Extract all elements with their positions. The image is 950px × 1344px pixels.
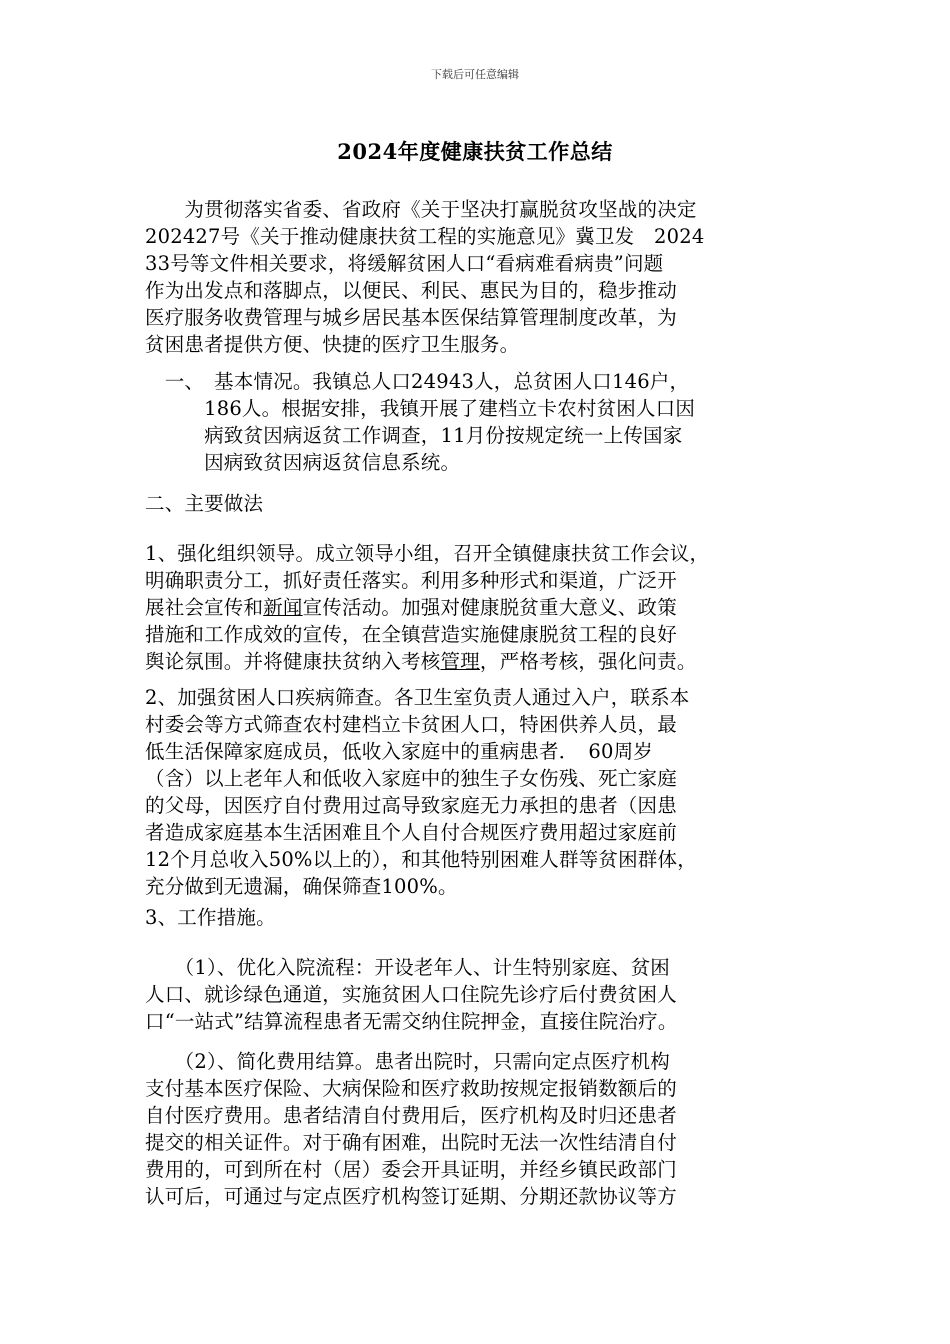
text-line: 医疗服务收费管理与城乡居民基本医保结算管理制度改革，为	[145, 306, 677, 329]
text-line: 的父母，因医疗自付费用过高导致家庭无力承担的患者（因患	[145, 794, 677, 817]
text-line: 12个月总收入50%以上的），和其他特别困难人群等贫困群体，	[145, 848, 697, 871]
text-line: 一、 基本情况。我镇总人口24943人，总贫困人口146户，	[145, 370, 690, 393]
text-line: 口“一站式”结算流程患者无需交纳住院押金，直接住院治疗。	[145, 1010, 678, 1033]
subsection-heading: 3、工作措施。	[145, 906, 276, 929]
measure-simplify-settlement	[145, 1048, 820, 1210]
text-line: 1、强化组织领导。成立领导小组，召开全镇健康扶贫工作会议，	[145, 542, 710, 565]
text-line: （1）、优化入院流程：开设老年人、计生特别家庭、贫困	[145, 956, 671, 979]
text-line: 低生活保障家庭成员，低收入家庭中的重病患者． 60周岁	[145, 740, 653, 763]
text-line: 为贯彻落实省委、省政府《关于坚决打赢脱贫攻坚战的决定	[145, 198, 697, 221]
text-line: （2）、简化费用结算。患者出院时，只需向定点医疗机构	[145, 1050, 671, 1073]
text-line: 2、加强贫困人口疾病筛查。各卫生室负责人通过入户，联系本	[145, 686, 690, 709]
item-disease-screening	[145, 684, 820, 900]
intro-paragraph	[145, 196, 820, 358]
item-work-measures-heading	[145, 904, 820, 931]
text-line: 自付医疗费用。患者结清自付费用后，医疗机构及时归还患者	[145, 1104, 677, 1127]
text-line: 因病致贫因病返贫信息系统。	[145, 451, 461, 474]
text-line: 明确职责分工，抓好责任落实。利用多种形式和渠道，广泛开	[145, 569, 677, 592]
text-line: 村委会等方式筛查农村建档立卡贫困人口，特困供养人员，最	[145, 713, 677, 736]
text-line: 提交的相关证件。对于确有困难，出院时无法一次性结清自付	[145, 1131, 677, 1154]
document-title: 2024年度健康扶贫工作总结	[337, 139, 613, 164]
news-link[interactable]: 新闻	[263, 596, 303, 619]
text-fragment: 舆论氛围。并将健康扶贫纳入考核	[145, 650, 441, 673]
text-fragment: 宣传活动。加强对健康脱贫重大意义、政策	[302, 596, 677, 619]
text-line: 作为出发点和落脚点，以便民、利民、惠民为目的，稳步推动	[145, 279, 677, 302]
section-heading: 二、主要做法	[145, 492, 264, 515]
section-basic-situation	[145, 368, 820, 476]
text-line: 202427号《关于推动健康扶贫工程的实施意见》冀卫发 2024	[145, 225, 705, 248]
text-line: 充分做到无遗漏，确保筛查100%。	[145, 875, 458, 898]
text-line: 33号等文件相关要求，将缓解贫困人口“看病难看病贵”问题	[145, 252, 664, 275]
section-main-practices-heading	[145, 490, 820, 517]
measure-optimize-admission	[145, 954, 820, 1035]
text-line: 病致贫因病返贫工作调查，11月份按规定统一上传国家	[145, 424, 683, 447]
text-line: 人口、就诊绿色通道，实施贫困人口住院先诊疗后付费贫困人	[145, 983, 677, 1006]
text-line: 贫困患者提供方便、快捷的医疗卫生服务。	[145, 333, 520, 356]
text-line: 者造成家庭基本生活困难且个人自付合规医疗费用超过家庭前	[145, 821, 677, 844]
text-line: 措施和工作成效的宣传，在全镇营造实施健康脱贫工程的良好	[145, 623, 677, 646]
management-link[interactable]: 管理	[440, 650, 480, 673]
header-note: 下载后可任意编辑	[431, 68, 519, 81]
text-line: （含）以上老年人和低收入家庭中的独生子女伤残、死亡家庭	[145, 767, 677, 790]
text-line: 支付基本医疗保险、大病保险和医疗救助按规定报销数额后的	[145, 1077, 677, 1100]
text-line	[145, 594, 820, 621]
text-fragment: 展社会宣传和	[145, 596, 264, 619]
text-fragment: ，严格考核，强化问责。	[479, 650, 697, 673]
item-organization-leadership	[145, 540, 820, 675]
text-line: 186人。根据安排，我镇开展了建档立卡农村贫困人口因	[145, 397, 696, 420]
text-line: 认可后，可通过与定点医疗机构签订延期、分期还款协议等方	[145, 1185, 677, 1208]
text-line	[145, 648, 820, 675]
text-line: 费用的，可到所在村（居）委会开具证明，并经乡镇民政部门	[145, 1158, 677, 1181]
